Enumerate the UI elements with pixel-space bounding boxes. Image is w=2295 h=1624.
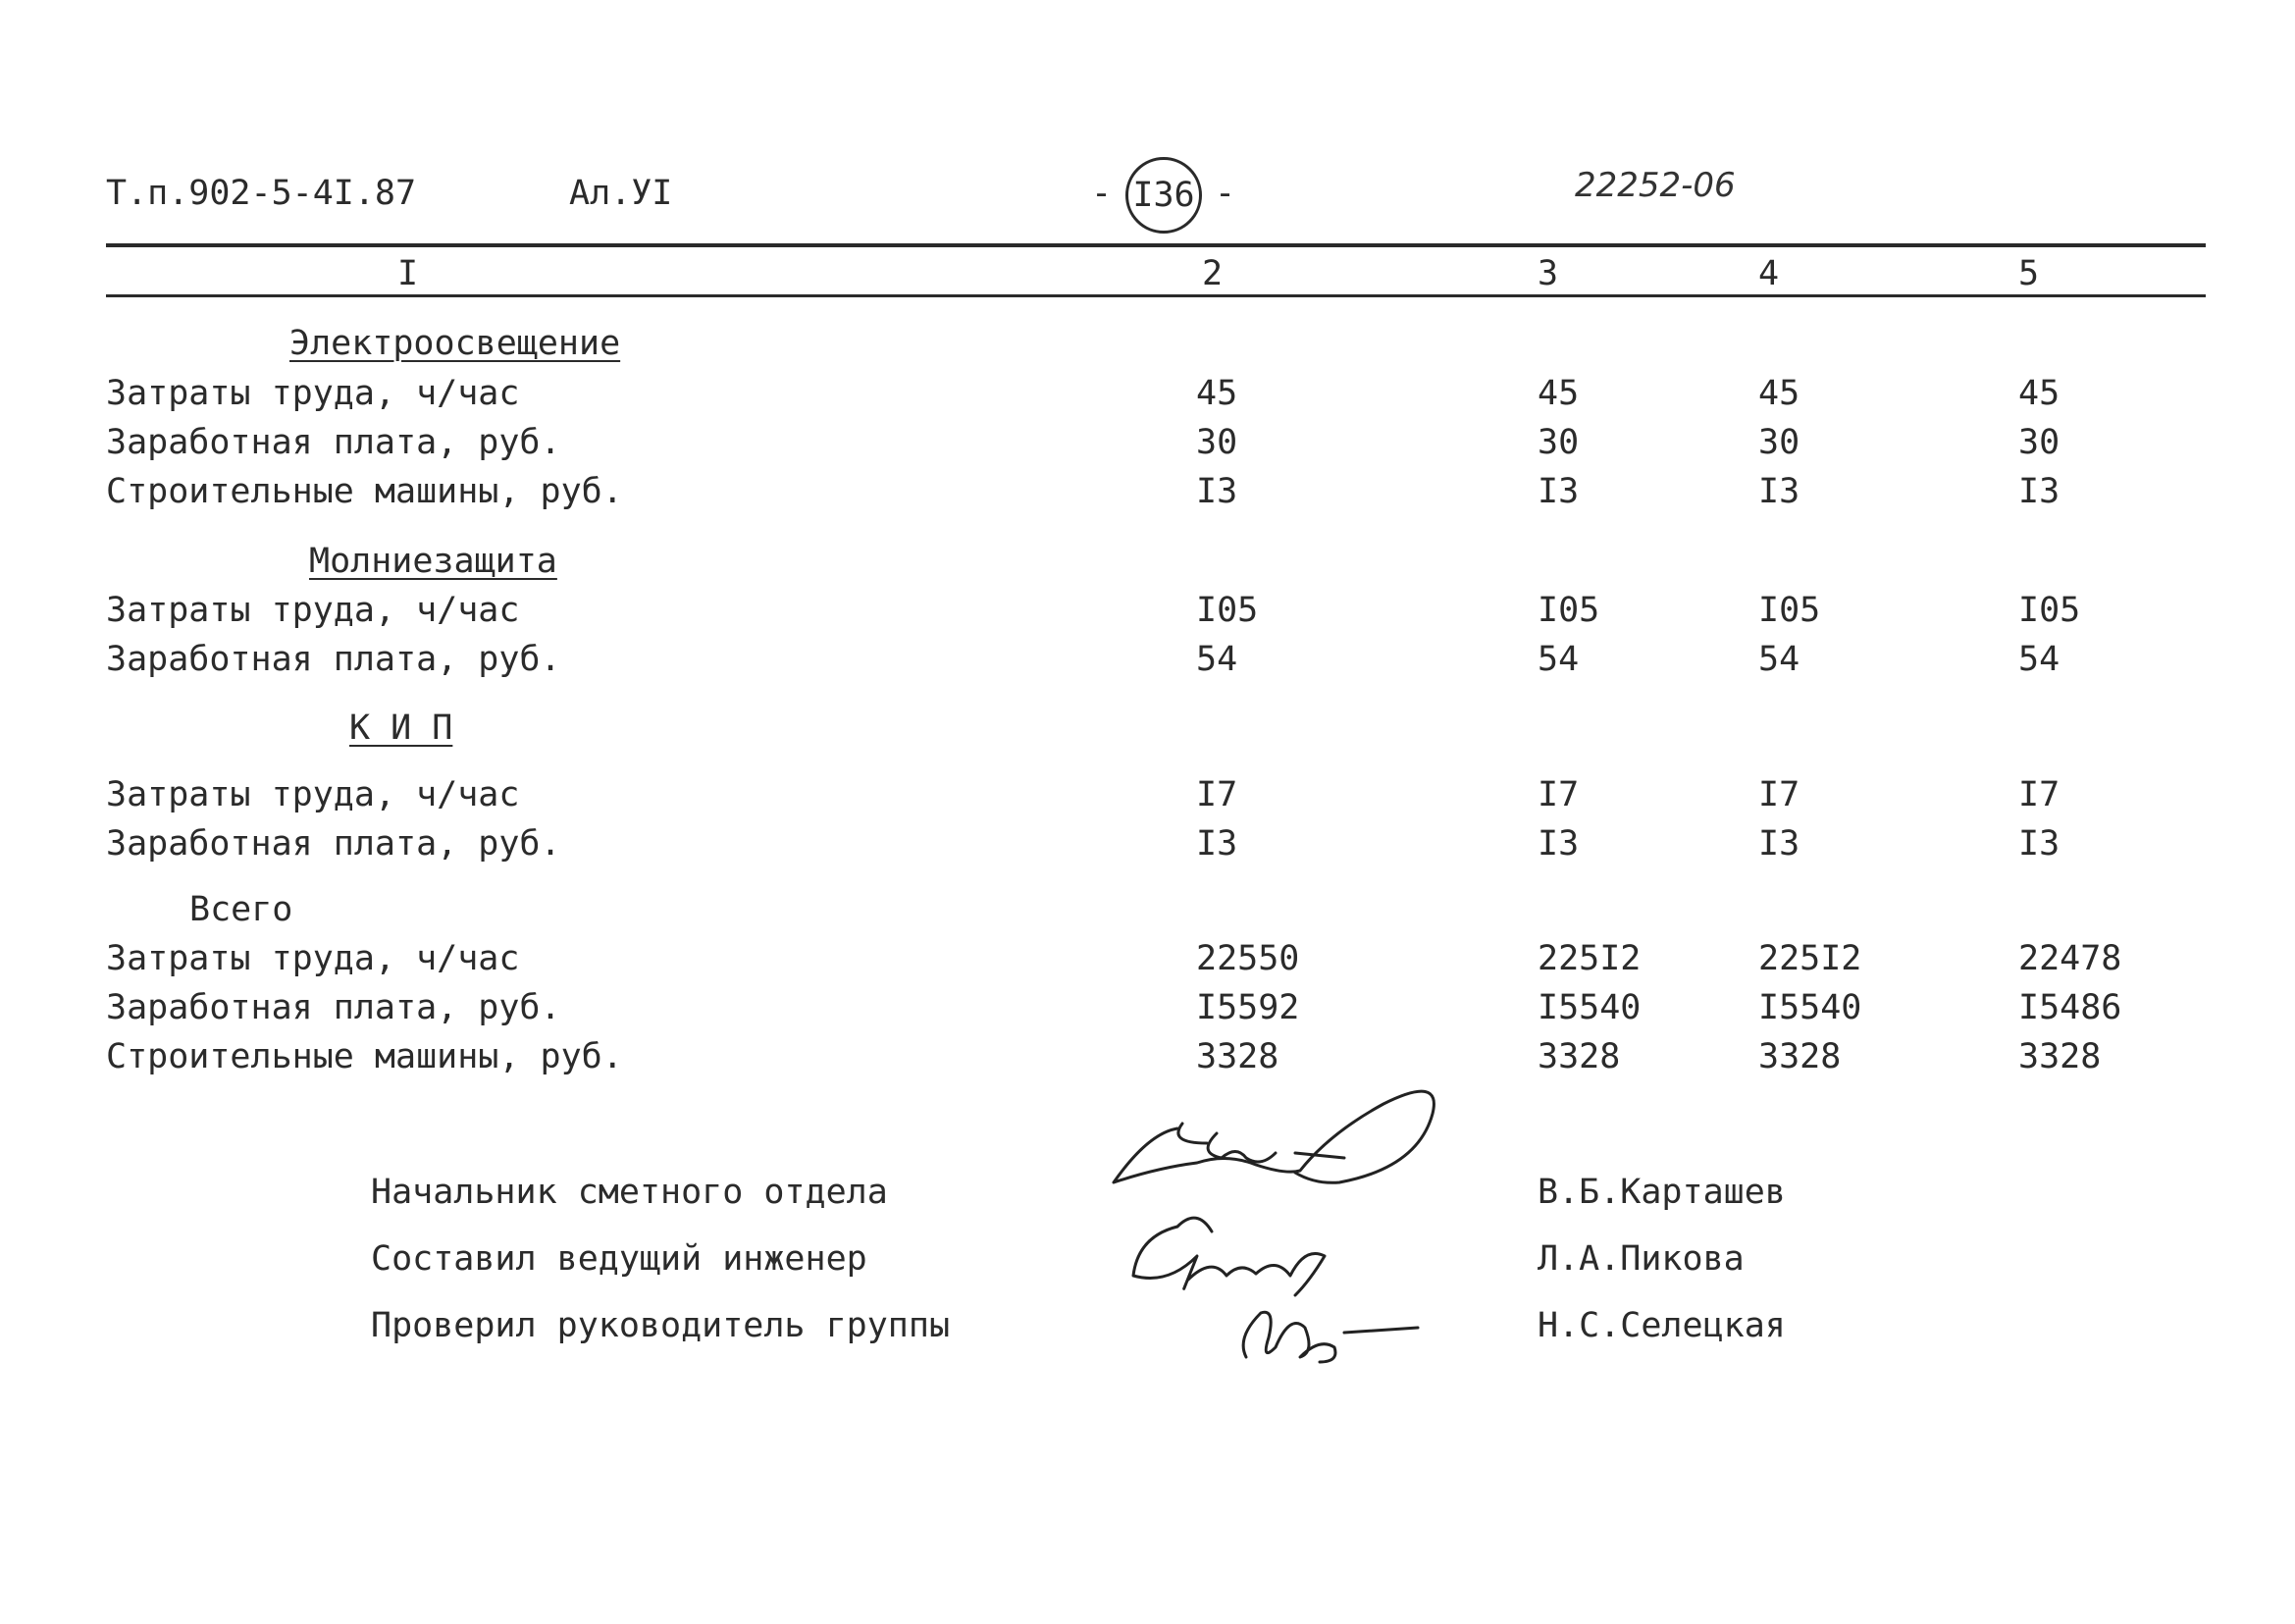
page-dash-right: -: [1215, 174, 1236, 213]
signature-role: Составил ведущий инженер: [371, 1239, 867, 1279]
signature-role: Проверил руководитель группы: [371, 1306, 951, 1345]
row-label: Заработная плата, руб.: [106, 640, 561, 679]
row-value: 22550: [1196, 939, 1300, 978]
row-value: I5486: [2018, 988, 2122, 1027]
row-value: 45: [1196, 374, 1238, 413]
row-value: I3: [1758, 824, 1800, 864]
signature-seletskaya: [1222, 1293, 1428, 1372]
signature-name: Л.А.Пикова: [1538, 1239, 1745, 1279]
row-value: I7: [1758, 775, 1800, 814]
handwritten-reference: 22252-06: [1575, 166, 1736, 205]
column-header: 2: [1202, 254, 1224, 293]
section-title: Всего: [189, 890, 293, 929]
row-label: Заработная плата, руб.: [106, 824, 561, 864]
row-value: I05: [1758, 591, 1821, 630]
signature-kartashev: [1089, 1074, 1442, 1192]
column-header: 3: [1538, 254, 1559, 293]
row-label: Затраты труда, ч/час: [106, 374, 520, 413]
row-label: Строительные машины, руб.: [106, 1037, 623, 1076]
row-value: I3: [1196, 472, 1238, 511]
row-value: I5592: [1196, 988, 1300, 1027]
row-value: 225I2: [1758, 939, 1862, 978]
column-header: 4: [1758, 254, 1780, 293]
row-value: I05: [2018, 591, 2081, 630]
row-value: 45: [1538, 374, 1580, 413]
row-value: I05: [1196, 591, 1259, 630]
section-title: Электроосвещение: [289, 324, 621, 363]
row-value: I3: [2018, 472, 2060, 511]
row-label: Затраты труда, ч/час: [106, 939, 520, 978]
row-value: 54: [1196, 640, 1238, 679]
signature-name: Н.С.Селецкая: [1538, 1306, 1786, 1345]
table-header-rule: [106, 294, 2206, 297]
album-number: Ал.УI: [569, 174, 673, 213]
row-value: I3: [1538, 472, 1580, 511]
row-value: I7: [2018, 775, 2060, 814]
row-label: Заработная плата, руб.: [106, 423, 561, 462]
row-value: I3: [2018, 824, 2060, 864]
row-value: I3: [1538, 824, 1580, 864]
row-value: 54: [1538, 640, 1580, 679]
row-value: 45: [1758, 374, 1800, 413]
row-label: Строительные машины, руб.: [106, 472, 623, 511]
section-title: Молниезащита: [309, 542, 557, 581]
signature-role: Начальник сметного отдела: [371, 1173, 888, 1212]
row-value: I3: [1196, 824, 1238, 864]
row-value: 30: [1196, 423, 1238, 462]
row-value: 54: [1758, 640, 1800, 679]
page-number-text: I36: [1132, 176, 1195, 215]
row-value: 225I2: [1538, 939, 1642, 978]
row-label: Затраты труда, ч/час: [106, 775, 520, 814]
row-value: 3328: [1196, 1037, 1279, 1076]
row-value: 3328: [1758, 1037, 1842, 1076]
row-value: 3328: [1538, 1037, 1621, 1076]
row-value: 54: [2018, 640, 2060, 679]
page-number: [1125, 157, 1202, 234]
row-value: I7: [1196, 775, 1238, 814]
row-value: I05: [1538, 591, 1600, 630]
row-value: 30: [1538, 423, 1580, 462]
column-header: I: [397, 254, 419, 293]
row-value: 30: [2018, 423, 2060, 462]
row-value: I7: [1538, 775, 1580, 814]
signature-pikova: [1119, 1187, 1344, 1305]
row-value: I3: [1758, 472, 1800, 511]
document-code: Т.п.902-5-4I.87: [106, 174, 417, 213]
row-value: 22478: [2018, 939, 2122, 978]
row-label: Заработная плата, руб.: [106, 988, 561, 1027]
page-dash-left: -: [1091, 174, 1113, 213]
section-title: К И П: [349, 708, 453, 748]
column-header: 5: [2018, 254, 2040, 293]
row-value: I5540: [1538, 988, 1642, 1027]
row-value: I5540: [1758, 988, 1862, 1027]
row-value: 30: [1758, 423, 1800, 462]
row-label: Затраты труда, ч/час: [106, 591, 520, 630]
table-top-rule: [106, 243, 2206, 247]
signature-name: В.Б.Карташев: [1538, 1173, 1786, 1212]
row-value: 45: [2018, 374, 2060, 413]
row-value: 3328: [2018, 1037, 2102, 1076]
